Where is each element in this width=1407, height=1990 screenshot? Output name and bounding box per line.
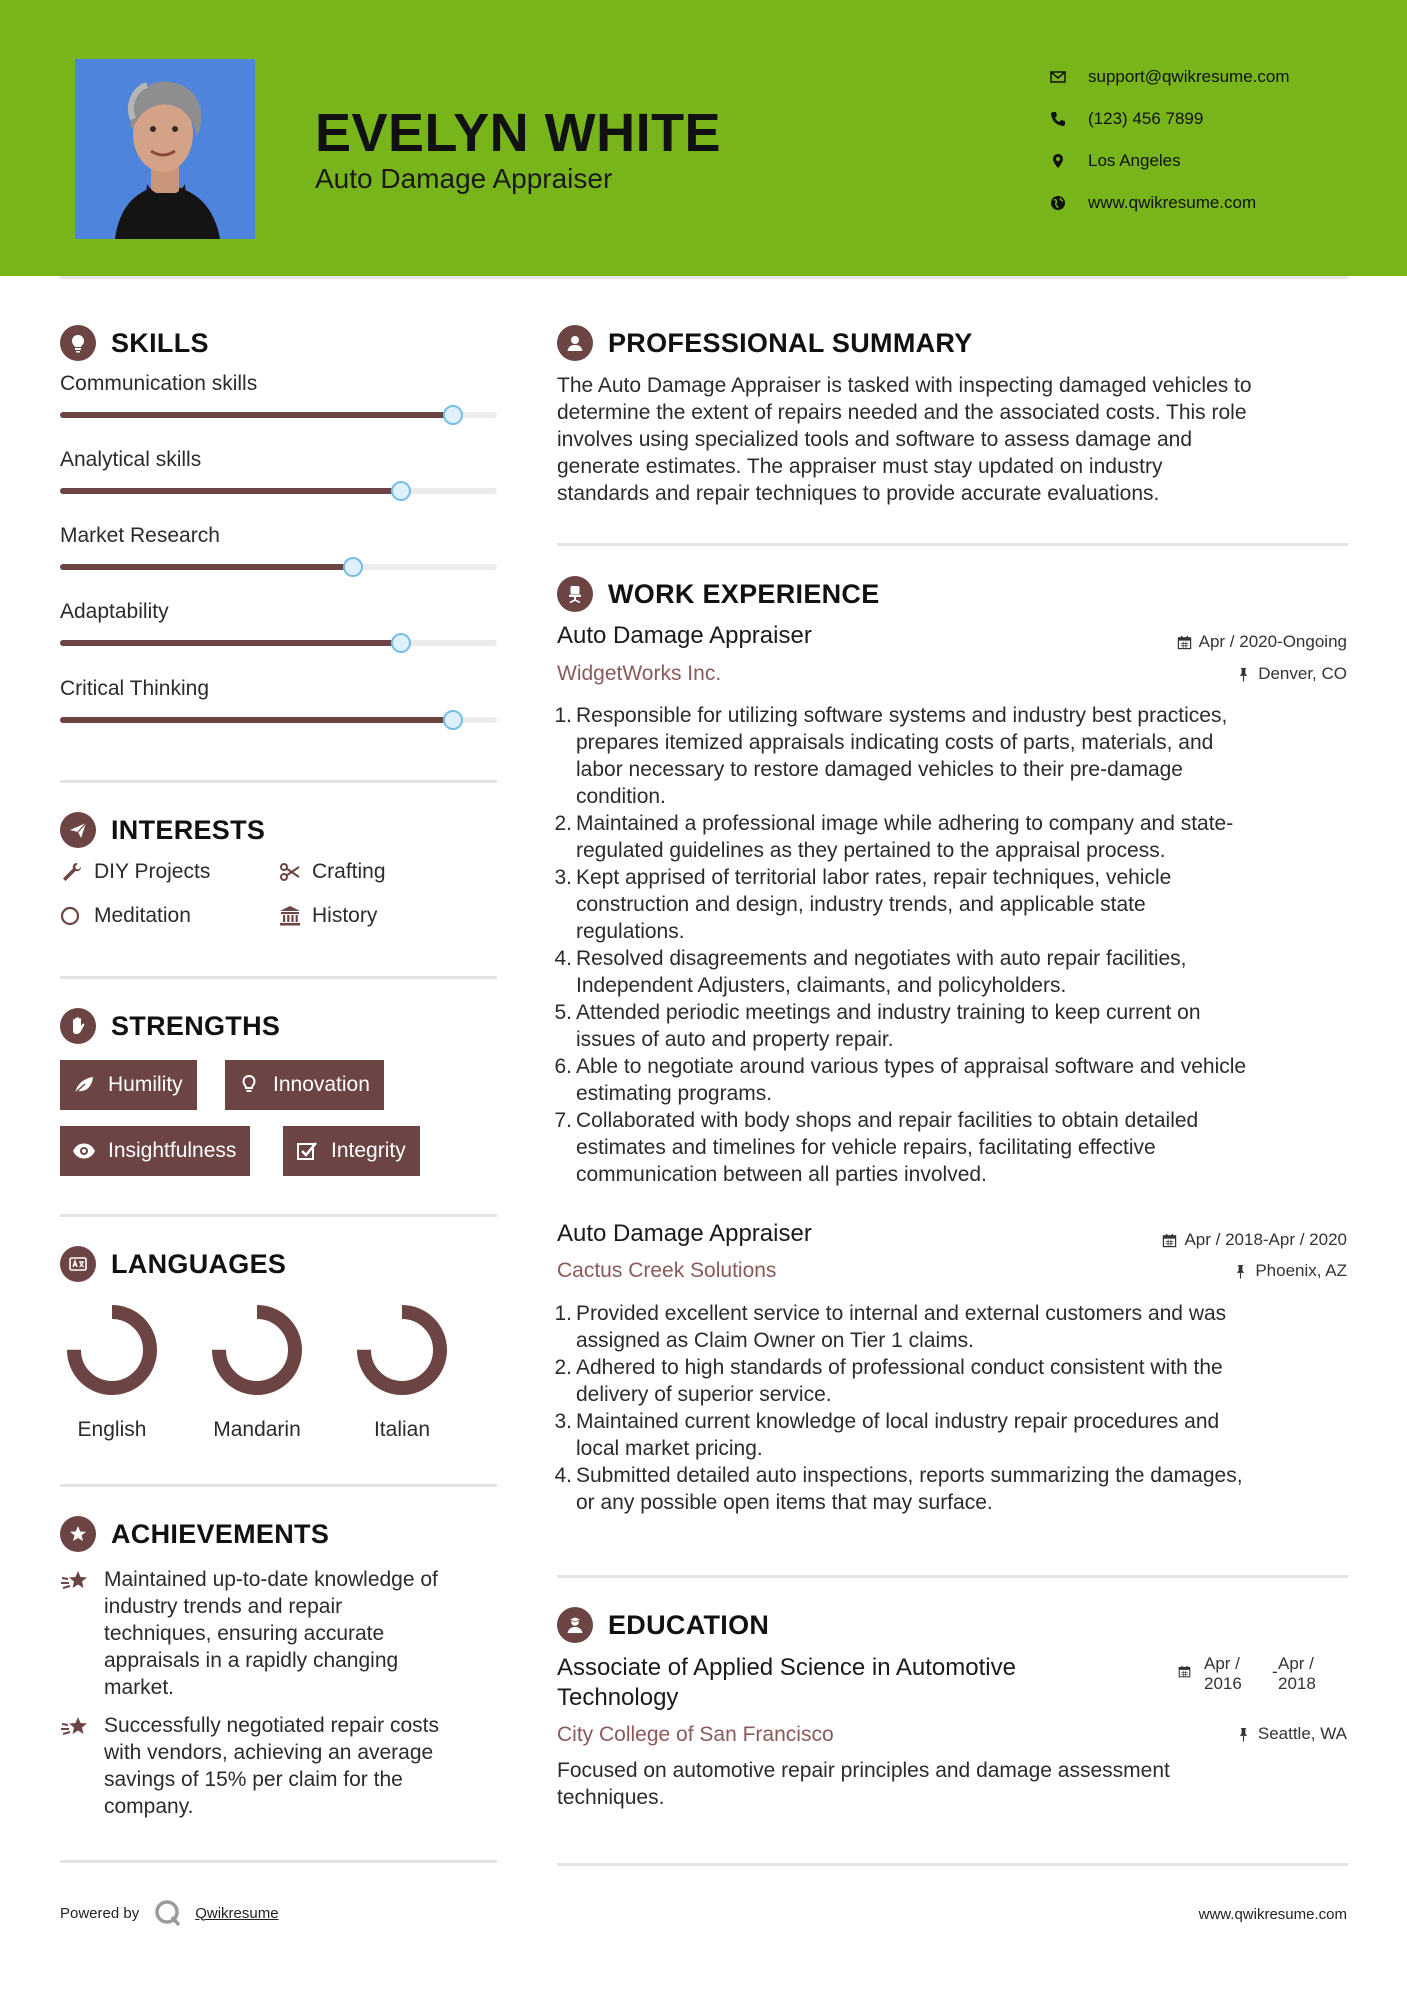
summary-title: PROFESSIONAL SUMMARY bbox=[608, 327, 973, 358]
duty-line: Collaborated with body shops and repair facilities to obtain detailed bbox=[576, 1109, 1199, 1132]
strength-chip bbox=[60, 1126, 250, 1176]
contact-location-text: Los Angeles bbox=[1088, 151, 1181, 170]
interest-label: DIY Projects bbox=[94, 860, 211, 883]
skill-knob[interactable] bbox=[343, 557, 363, 577]
wrench-icon bbox=[60, 860, 84, 884]
duty-item bbox=[552, 1107, 1352, 1188]
school-name: City College of San Francisco bbox=[557, 1723, 834, 1746]
section-divider bbox=[557, 543, 1348, 546]
star-badge-icon bbox=[60, 1516, 96, 1552]
job-company: WidgetWorks Inc. bbox=[557, 662, 722, 685]
duty-number: 2. bbox=[554, 812, 572, 835]
duty-item bbox=[552, 864, 1352, 945]
interest-item bbox=[60, 904, 191, 928]
duty-line: regulations. bbox=[576, 920, 685, 943]
duty-line: issues of auto and property repair. bbox=[576, 1028, 894, 1051]
globe-icon bbox=[1050, 195, 1088, 211]
skill-label: Market Research bbox=[60, 524, 220, 547]
achievement-line: with vendors, achieving an average bbox=[104, 1741, 434, 1764]
experience-heading bbox=[557, 576, 880, 612]
circle-icon bbox=[60, 904, 84, 928]
duty-item bbox=[552, 810, 1352, 864]
duty-number: 3. bbox=[554, 1410, 572, 1433]
achievement-line: company. bbox=[104, 1795, 194, 1818]
duty-line: condition. bbox=[576, 785, 666, 808]
achievement-line: savings of 15% per claim for the bbox=[104, 1768, 403, 1791]
skill-track bbox=[60, 564, 497, 570]
education-heading bbox=[557, 1607, 769, 1643]
duty-item bbox=[552, 1053, 1352, 1107]
skill-label: Analytical skills bbox=[60, 448, 202, 471]
section-divider bbox=[60, 976, 497, 979]
calendar-icon bbox=[1177, 635, 1192, 650]
section-divider bbox=[557, 1863, 1348, 1866]
skills-heading bbox=[60, 325, 209, 361]
job-date bbox=[1162, 1230, 1347, 1250]
contact-phone[interactable] bbox=[1050, 98, 1290, 140]
languages-title: LANGUAGES bbox=[111, 1248, 287, 1279]
map-pin-icon bbox=[1050, 153, 1088, 169]
language-item bbox=[342, 1300, 462, 1442]
skill-item bbox=[60, 677, 497, 701]
office-chair-icon bbox=[557, 576, 593, 612]
education-title: EDUCATION bbox=[608, 1609, 770, 1640]
duty-line: Submitted detailed auto inspections, reports summarizing the damages, bbox=[576, 1464, 1243, 1487]
pushpin-icon bbox=[1236, 667, 1251, 682]
hand-icon bbox=[60, 1008, 96, 1044]
calendar-icon bbox=[1178, 1664, 1191, 1679]
summary-line: determine the extent of repairs needed and the associated costs. This role bbox=[557, 401, 1247, 424]
interest-label: Crafting bbox=[312, 860, 386, 883]
skill-knob[interactable] bbox=[443, 405, 463, 425]
experience-title: WORK EXPERIENCE bbox=[608, 578, 880, 609]
strength-chip bbox=[60, 1060, 197, 1110]
calendar-icon bbox=[1162, 1233, 1177, 1248]
contact-email-text: support@qwikresume.com bbox=[1088, 67, 1290, 86]
strengths-title: STRENGTHS bbox=[111, 1010, 281, 1041]
skill-label: Adaptability bbox=[60, 600, 169, 623]
profile-photo bbox=[75, 59, 255, 239]
summary-line: standards and repair techniques to provide accurate evaluations. bbox=[557, 482, 1160, 505]
interest-label: History bbox=[312, 904, 378, 927]
duty-line: local market pricing. bbox=[576, 1437, 763, 1460]
duty-line: labor necessary to restore damaged vehicles to their pre-damage bbox=[576, 758, 1183, 781]
paper-plane-icon bbox=[60, 812, 96, 848]
summary-line: The Auto Damage Appraiser is tasked with inspecting damaged vehicles to bbox=[557, 374, 1252, 397]
duty-item bbox=[552, 945, 1352, 999]
user-icon bbox=[557, 325, 593, 361]
qwikresume-logo-icon bbox=[153, 1898, 183, 1928]
edu-calendar bbox=[1178, 1664, 1198, 1679]
interest-label: Meditation bbox=[94, 904, 191, 927]
duty-line: Adhered to high standards of professional conduct consistent with the bbox=[576, 1356, 1223, 1379]
job-company: Cactus Creek Solutions bbox=[557, 1259, 777, 1282]
strength-label: Humility bbox=[108, 1073, 183, 1096]
shooting-star-icon bbox=[60, 1714, 92, 1742]
contact-location bbox=[1050, 140, 1290, 182]
skill-track bbox=[60, 717, 497, 723]
language-item bbox=[197, 1300, 317, 1442]
summary-line: generate estimates. The appraiser must stay updated on industry bbox=[557, 455, 1163, 478]
duty-line: regulated guidelines as they pertained to the appraisal process. bbox=[576, 839, 1166, 862]
duty-item bbox=[552, 1408, 1352, 1462]
degree-line: Associate of Applied Science in Automotive bbox=[557, 1654, 1016, 1681]
job-date-text: Apr / 2020-Ongoing bbox=[1198, 632, 1347, 651]
job-title: Auto Damage Appraiser bbox=[557, 1220, 812, 1247]
skill-item bbox=[60, 524, 497, 548]
duty-line: estimates and timelines for vehicle repairs, facilitating effective bbox=[576, 1136, 1156, 1159]
duty-item bbox=[552, 702, 1352, 810]
edu-date-line: 2016 bbox=[1204, 1674, 1242, 1693]
strength-chip bbox=[283, 1126, 420, 1176]
skill-fill bbox=[60, 640, 401, 646]
achievement-line: industry trends and repair bbox=[104, 1595, 343, 1618]
job-date-text: Apr / 2018-Apr / 2020 bbox=[1184, 1230, 1347, 1249]
section-divider bbox=[60, 1484, 497, 1487]
shooting-star-icon bbox=[60, 1568, 92, 1596]
language-ring bbox=[352, 1300, 452, 1400]
scissors-icon bbox=[278, 860, 302, 884]
bank-icon bbox=[278, 904, 302, 928]
edu-date-start bbox=[1204, 1654, 1242, 1694]
duty-line: Maintained current knowledge of local industry repair procedures and bbox=[576, 1410, 1220, 1433]
interest-item bbox=[60, 860, 210, 884]
edu-date-line: 2018 bbox=[1278, 1674, 1316, 1693]
duty-number: 5. bbox=[554, 1001, 572, 1024]
skill-label: Critical Thinking bbox=[60, 677, 209, 700]
contact-email[interactable] bbox=[1050, 56, 1290, 98]
checkbox-icon bbox=[295, 1139, 319, 1163]
job-duties-list bbox=[552, 1300, 1352, 1516]
achievements-heading bbox=[60, 1516, 329, 1552]
section-divider bbox=[60, 1214, 497, 1217]
skill-track bbox=[60, 412, 497, 418]
edu-date-line: Apr / bbox=[1204, 1654, 1240, 1673]
edu-date-line: Apr / bbox=[1278, 1654, 1314, 1673]
lightbulb-icon bbox=[237, 1073, 261, 1097]
duty-line: or any possible open items that may surface. bbox=[576, 1491, 993, 1514]
summary-line: involves using specialized tools and software to assess damage and bbox=[557, 428, 1193, 451]
achievement-line: market. bbox=[104, 1676, 175, 1699]
duty-line: Resolved disagreements and negotiates with auto repair facilities, bbox=[576, 947, 1187, 970]
skill-knob[interactable] bbox=[443, 710, 463, 730]
job-title: Auto Damage Appraiser bbox=[557, 622, 812, 649]
duty-number: 4. bbox=[554, 1464, 572, 1487]
achievement-item bbox=[60, 1712, 500, 1820]
skill-track bbox=[60, 640, 497, 646]
footer-powered-by bbox=[60, 1898, 279, 1928]
duty-number: 1. bbox=[554, 1302, 572, 1325]
lightbulb-icon bbox=[60, 325, 96, 361]
strength-label: Insightfulness bbox=[108, 1139, 237, 1162]
job-duties-list bbox=[552, 702, 1352, 1188]
duty-line: Responsible for utilizing software systems and industry best practices, bbox=[576, 704, 1228, 727]
degree-line: Technology bbox=[557, 1684, 679, 1711]
skills-title: SKILLS bbox=[111, 327, 209, 358]
duty-line: construction and design, industry trends, and applicable state bbox=[576, 893, 1146, 916]
summary-heading bbox=[557, 325, 973, 361]
contact-block bbox=[1050, 56, 1290, 224]
skill-fill bbox=[60, 412, 453, 418]
duty-line: communication between all parties involved. bbox=[576, 1163, 987, 1186]
contact-website[interactable] bbox=[1050, 182, 1290, 224]
duty-number: 2. bbox=[554, 1356, 572, 1379]
duty-number: 6. bbox=[554, 1055, 572, 1078]
language-item bbox=[52, 1300, 172, 1442]
language-label: Italian bbox=[373, 1418, 431, 1441]
skill-fill bbox=[60, 488, 401, 494]
skill-item bbox=[60, 600, 497, 624]
language-icon bbox=[60, 1246, 96, 1282]
language-label: English bbox=[77, 1418, 147, 1441]
summary-text bbox=[557, 372, 1357, 507]
job-date bbox=[1177, 632, 1347, 652]
duty-line: Able to negotiate around various types of appraisal software and vehicle bbox=[576, 1055, 1247, 1078]
contact-phone-text: (123) 456 7899 bbox=[1088, 109, 1204, 128]
edu-description-line: techniques. bbox=[557, 1786, 665, 1809]
duty-line: estimating programs. bbox=[576, 1082, 773, 1105]
achievement-line: Successfully negotiated repair costs bbox=[104, 1714, 440, 1737]
brand-link[interactable]: Qwikresume bbox=[195, 1904, 279, 1922]
skill-knob[interactable] bbox=[391, 481, 411, 501]
duty-line: assigned as Claim Owner on Tier 1 claims. bbox=[576, 1329, 974, 1352]
strength-label: Integrity bbox=[331, 1139, 406, 1162]
skill-item bbox=[60, 448, 497, 472]
language-ring bbox=[207, 1300, 307, 1400]
edu-date-separator: - bbox=[1272, 1662, 1278, 1681]
header-divider bbox=[60, 276, 1348, 279]
graduate-icon bbox=[557, 1607, 593, 1643]
duty-item bbox=[552, 999, 1352, 1053]
job-location bbox=[1236, 664, 1347, 684]
skill-track bbox=[60, 488, 497, 494]
duty-line: Provided excellent service to internal and external customers and was bbox=[576, 1302, 1227, 1325]
achievement-line: techniques, ensuring accurate bbox=[104, 1622, 385, 1645]
envelope-icon bbox=[1050, 69, 1088, 85]
duty-line: Maintained a professional image while adhering to company and state- bbox=[576, 812, 1234, 835]
section-divider bbox=[60, 1860, 497, 1863]
achievement-line: Maintained up-to-date knowledge of bbox=[104, 1568, 438, 1591]
candidate-title: Auto Damage Appraiser bbox=[315, 163, 613, 194]
edu-description bbox=[557, 1757, 1357, 1811]
section-divider bbox=[60, 780, 497, 783]
skill-knob[interactable] bbox=[391, 633, 411, 653]
achievements-title: ACHIEVEMENTS bbox=[111, 1518, 330, 1549]
language-label: Mandarin bbox=[213, 1418, 301, 1441]
section-divider bbox=[557, 1575, 1348, 1578]
edu-description-line: Focused on automotive repair principles and damage assessment bbox=[557, 1759, 1170, 1782]
job-location-text: Phoenix, AZ bbox=[1255, 1261, 1347, 1280]
duty-line: Kept apprised of territorial labor rates, repair techniques, vehicle bbox=[576, 866, 1172, 889]
skill-item bbox=[60, 372, 497, 396]
powered-by-text: Powered by bbox=[60, 1904, 140, 1922]
degree-title bbox=[557, 1653, 1016, 1713]
contact-website-text: www.qwikresume.com bbox=[1088, 193, 1257, 212]
strength-label: Innovation bbox=[273, 1073, 370, 1096]
duty-number: 4. bbox=[554, 947, 572, 970]
languages-heading bbox=[60, 1246, 286, 1282]
skill-label: Communication skills bbox=[60, 372, 258, 395]
duty-item bbox=[552, 1354, 1352, 1408]
leaf-icon bbox=[72, 1073, 96, 1097]
achievement-item bbox=[60, 1566, 500, 1701]
edu-location bbox=[1236, 1724, 1347, 1744]
duty-line: prepares itemized appraisals indicating costs of parts, materials, and bbox=[576, 731, 1214, 754]
footer-website[interactable]: www.qwikresume.com bbox=[1198, 1906, 1347, 1923]
edu-date-end bbox=[1278, 1654, 1316, 1694]
strengths-heading bbox=[60, 1008, 280, 1044]
duty-item bbox=[552, 1462, 1352, 1516]
duty-line: Independent Adjusters, claimants, and policyholders. bbox=[576, 974, 1067, 997]
job-location bbox=[1233, 1261, 1347, 1281]
language-ring bbox=[62, 1300, 162, 1400]
candidate-name: EVELYN WHITE bbox=[315, 103, 722, 163]
pushpin-icon bbox=[1233, 1264, 1248, 1279]
duty-number: 1. bbox=[554, 704, 572, 727]
job-location-text: Denver, CO bbox=[1258, 664, 1347, 683]
interests-heading bbox=[60, 812, 265, 848]
interests-title: INTERESTS bbox=[111, 814, 266, 845]
pushpin-icon bbox=[1236, 1727, 1251, 1742]
phone-icon bbox=[1050, 111, 1088, 127]
skill-fill bbox=[60, 564, 353, 570]
interest-item bbox=[278, 904, 377, 928]
duty-line: Attended periodic meetings and industry training to keep current on bbox=[576, 1001, 1201, 1024]
duty-line: delivery of superior service. bbox=[576, 1383, 832, 1406]
duty-number: 7. bbox=[554, 1109, 572, 1132]
interest-item bbox=[278, 860, 386, 884]
achievement-line: appraisals in a rapidly changing bbox=[104, 1649, 399, 1672]
strength-chip bbox=[225, 1060, 384, 1110]
skill-fill bbox=[60, 717, 453, 723]
duty-number: 3. bbox=[554, 866, 572, 889]
duty-item bbox=[552, 1300, 1352, 1354]
edu-location-text: Seattle, WA bbox=[1257, 1724, 1347, 1743]
eye-icon bbox=[72, 1139, 96, 1163]
